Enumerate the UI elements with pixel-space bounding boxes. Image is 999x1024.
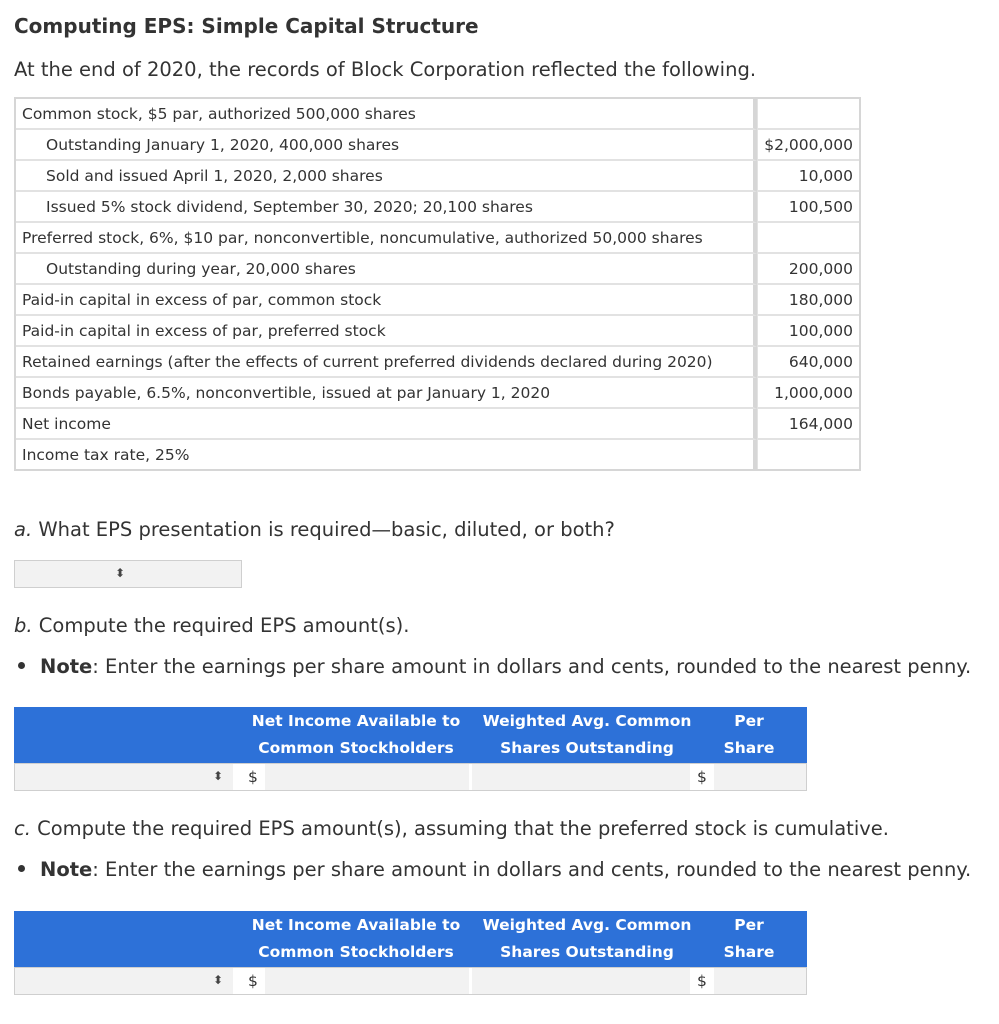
table-row (16, 192, 859, 223)
row-label: Common stock, $5 par, authorized 500,000 shares (16, 99, 757, 130)
currency-symbol: $ (248, 768, 258, 786)
weighted-shares-input[interactable] (472, 968, 690, 994)
row-label: Income tax rate, 25% (16, 440, 757, 469)
row-value: 180,000 (757, 285, 859, 316)
table-row (16, 285, 859, 316)
eps-grid-header (14, 707, 807, 763)
row-value: 100,000 (757, 316, 859, 347)
header-net-income: Net Income Available to Common Stockholders (251, 916, 461, 961)
row-label: Paid-in capital in excess of par, preferred stock (16, 316, 757, 347)
table-row (16, 347, 859, 378)
header-per-share: Per Share (723, 712, 775, 757)
row-value (757, 440, 859, 469)
eps-label-select[interactable] (15, 968, 233, 994)
per-share-input[interactable] (714, 764, 806, 790)
row-label: Outstanding during year, 20,000 shares (16, 254, 757, 285)
row-label: Bonds payable, 6.5%, nonconvertible, issued at par January 1, 2020 (16, 378, 757, 409)
note-b: Note: Enter the earnings per share amount in dollars and cents, rounded to the nearest penny. (14, 655, 971, 678)
currency-symbol: $ (697, 972, 707, 990)
row-label: Outstanding January 1, 2020, 400,000 shares (16, 130, 757, 161)
question-a: a. What EPS presentation is required—basic, diluted, or both? (14, 518, 615, 541)
per-share-input[interactable] (714, 968, 806, 994)
row-label: Sold and issued April 1, 2020, 2,000 shares (16, 161, 757, 192)
row-label: Net income (16, 409, 757, 440)
question-c: c. Compute the required EPS amount(s), assuming that the preferred stock is cumulative. (14, 817, 889, 840)
table-row (16, 378, 859, 409)
intro-text: At the end of 2020, the records of Block Corporation reflected the following. (14, 58, 757, 81)
currency-symbol: $ (697, 768, 707, 786)
net-income-input[interactable] (265, 968, 469, 994)
select-arrows-icon: ⬍ (213, 769, 224, 783)
eps-grid-c (14, 911, 807, 995)
net-income-input[interactable] (265, 764, 469, 790)
row-label: Preferred stock, 6%, $10 par, nonconvertible, noncumulative, authorized 50,000 shares (16, 223, 757, 254)
table-row (16, 223, 859, 254)
row-value (757, 99, 859, 130)
eps-input-row (14, 967, 807, 995)
header-weighted-shares: Weighted Avg. Common Shares Outstanding (482, 916, 692, 961)
table-row (16, 130, 859, 161)
eps-input-row (14, 763, 807, 791)
page-title: Computing EPS: Simple Capital Structure (14, 14, 479, 38)
row-value: 10,000 (757, 161, 859, 192)
select-arrows-icon: ⬍ (115, 566, 126, 580)
table-row (16, 254, 859, 285)
table-row (16, 161, 859, 192)
table-row (16, 440, 859, 469)
table-row (16, 316, 859, 347)
row-value: 164,000 (757, 409, 859, 440)
row-label: Retained earnings (after the effects of current preferred dividends declared during 2020) (16, 347, 757, 378)
eps-grid-header (14, 911, 807, 967)
row-value: 1,000,000 (757, 378, 859, 409)
header-per-share: Per Share (723, 916, 775, 961)
records-table (14, 97, 861, 471)
weighted-shares-input[interactable] (472, 764, 690, 790)
note-c: Note: Enter the earnings per share amount in dollars and cents, rounded to the nearest penny. (14, 858, 971, 881)
row-value: 100,500 (757, 192, 859, 223)
select-arrows-icon: ⬍ (213, 973, 224, 987)
bullet-icon (18, 865, 25, 872)
question-b: b. Compute the required EPS amount(s). (14, 614, 410, 637)
table-row (16, 409, 859, 440)
row-value: $2,000,000 (757, 130, 859, 161)
currency-symbol: $ (248, 972, 258, 990)
header-net-income: Net Income Available to Common Stockholders (251, 712, 461, 757)
eps-label-select[interactable] (15, 764, 233, 790)
header-weighted-shares: Weighted Avg. Common Shares Outstanding (482, 712, 692, 757)
table-row (16, 99, 859, 130)
row-value (757, 223, 859, 254)
eps-grid-b (14, 707, 807, 791)
row-value: 640,000 (757, 347, 859, 378)
eps-presentation-select[interactable] (14, 560, 242, 588)
row-label: Issued 5% stock dividend, September 30, 2020; 20,100 shares (16, 192, 757, 223)
row-label: Paid-in capital in excess of par, common stock (16, 285, 757, 316)
row-value: 200,000 (757, 254, 859, 285)
bullet-icon (18, 662, 25, 669)
